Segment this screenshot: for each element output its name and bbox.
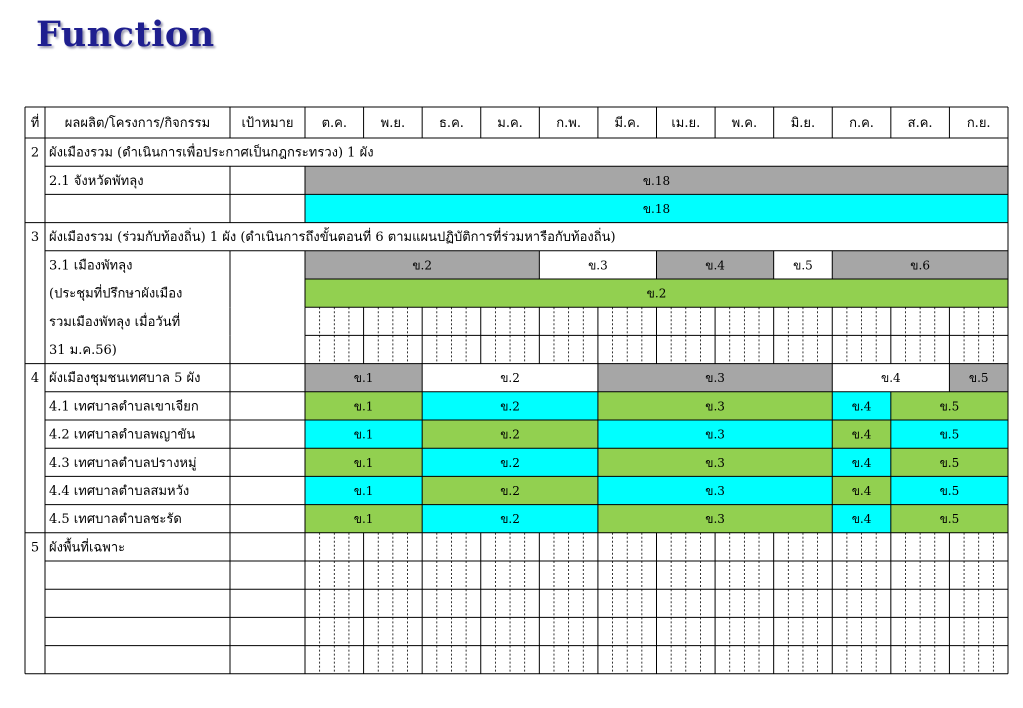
timeline-bar-label: ข.5 bbox=[939, 455, 960, 470]
timeline-bar-label: ข.3 bbox=[705, 371, 725, 386]
timeline-bar-label: ข.2 bbox=[500, 427, 520, 442]
row-label: 31 ม.ค.56) bbox=[49, 343, 117, 358]
timeline-bar-label: ข.2 bbox=[500, 371, 520, 386]
row-label: 4.5 เทศบาลตำบลชะรัด bbox=[49, 512, 182, 528]
timeline-bar-label: ข.3 bbox=[705, 484, 725, 498]
timeline-bar-label: ข.2 bbox=[500, 484, 520, 498]
header-month: ม.ค. bbox=[497, 116, 523, 131]
timeline-bar-label: ข.2 bbox=[500, 512, 520, 527]
timeline-bar-label: ข.4 bbox=[851, 512, 872, 527]
header-month: มิ.ย. bbox=[790, 116, 816, 131]
header-month: ต.ค. bbox=[321, 116, 347, 131]
header-month: ธ.ค. bbox=[439, 116, 464, 131]
timeline-bar-label: ข.1 bbox=[353, 455, 374, 470]
row-number: 5 bbox=[30, 540, 40, 556]
row-label: 4.3 เทศบาลตำบลปรางหมู่ bbox=[49, 455, 197, 471]
timeline-bar-label: ข.1 bbox=[353, 427, 374, 442]
header-target: เป้าหมาย bbox=[241, 116, 294, 131]
timeline-bar-label: ข.18 bbox=[642, 202, 671, 216]
header-month: ส.ค. bbox=[907, 116, 933, 131]
row-number: 4 bbox=[30, 371, 40, 387]
timeline-bar-label: ข.5 bbox=[939, 427, 960, 442]
timeline-bar-label: ข.3 bbox=[705, 427, 725, 442]
timeline-bar-label: ข.5 bbox=[939, 399, 960, 414]
timeline-bar-label: ข.2 bbox=[646, 286, 667, 301]
row-label: 3.1 เมืองพัทลุง bbox=[49, 258, 133, 274]
timeline-bar-label: ข.3 bbox=[705, 399, 725, 414]
header-month: มี.ค. bbox=[614, 116, 640, 131]
timeline-bar-label: ข.2 bbox=[500, 455, 520, 470]
group-title: ผังเมืองรวม (ร่วมกับท้องถิ่น) 1 ผัง (ดำเนินการถึงขั้นตอนที่ 6 ตามแผนปฏิบัติการที่ร่วมหารือกับท้องถิ่น) bbox=[49, 230, 616, 246]
timeline-bar-label: ข.4 bbox=[851, 484, 872, 498]
header-no: ที่ bbox=[30, 116, 40, 131]
timeline-bar-label: ข.5 bbox=[939, 512, 960, 527]
timeline-bar-label: ข.4 bbox=[851, 455, 872, 470]
timeline-bar-label: ข.18 bbox=[642, 173, 671, 188]
row-label: ผังพื้นที่เฉพาะ bbox=[49, 540, 126, 556]
timeline-bar-label: ข.2 bbox=[412, 258, 432, 273]
timeline-bar-label: ข.1 bbox=[353, 371, 374, 386]
row-label: 2.1 จังหวัดพัทลุง bbox=[49, 173, 144, 189]
header-month: เม.ย. bbox=[671, 116, 701, 131]
page-title: Function bbox=[36, 14, 215, 55]
row-label: ผังเมืองชุมชนเทศบาล 5 ผัง bbox=[49, 371, 201, 387]
row-label: 4.2 เทศบาลตำบลพญาขัน bbox=[49, 427, 196, 443]
timeline-bar-label: ข.3 bbox=[705, 512, 725, 527]
header-product: ผลผลิต/โครงการ/กิจกรรม bbox=[64, 116, 211, 131]
timeline-bar-label: ข.4 bbox=[881, 371, 901, 386]
row-number: 3 bbox=[30, 230, 40, 246]
timeline-bar-label: ข.6 bbox=[910, 258, 930, 273]
timeline-bar-label: ข.4 bbox=[851, 427, 872, 442]
timeline-bar-label: ข.5 bbox=[793, 258, 813, 273]
header-month: ก.ค. bbox=[849, 116, 874, 131]
row-label: 4.4 เทศบาลตำบลสมหวัง bbox=[49, 484, 190, 499]
header-month: พ.ค. bbox=[731, 116, 758, 131]
row-label: รวมเมืองพัทลุง เมื่อวันที่ bbox=[49, 314, 181, 330]
timeline-bar-label: ข.3 bbox=[705, 455, 725, 470]
timeline-bar-label: ข.1 bbox=[353, 399, 374, 414]
header-month: พ.ย. bbox=[380, 116, 406, 131]
row-label: (ประชุมที่ปรึกษาผังเมือง bbox=[49, 286, 183, 302]
timeline-bar-label: ข.5 bbox=[939, 484, 960, 498]
header-month: ก.พ. bbox=[556, 116, 581, 131]
group-title: ผังเมืองรวม (ดำเนินการเพื่อประกาศเป็นกฎกระทรวง) 1 ผัง bbox=[49, 145, 374, 161]
timeline-bar-label: ข.3 bbox=[588, 258, 608, 273]
timeline-bar-label: ข.4 bbox=[705, 258, 725, 273]
row-label: 4.1 เทศบาลตำบลเขาเจียก bbox=[49, 399, 199, 415]
timeline-bar-label: ข.2 bbox=[500, 399, 520, 414]
timeline-bar-label: ข.1 bbox=[353, 484, 374, 498]
timeline-bar-label: ข.5 bbox=[968, 371, 989, 386]
row-number: 2 bbox=[30, 145, 40, 161]
timeline-bar-label: ข.1 bbox=[353, 512, 374, 527]
header-month: ก.ย. bbox=[966, 116, 991, 131]
timeline-bar-label: ข.4 bbox=[851, 399, 872, 414]
